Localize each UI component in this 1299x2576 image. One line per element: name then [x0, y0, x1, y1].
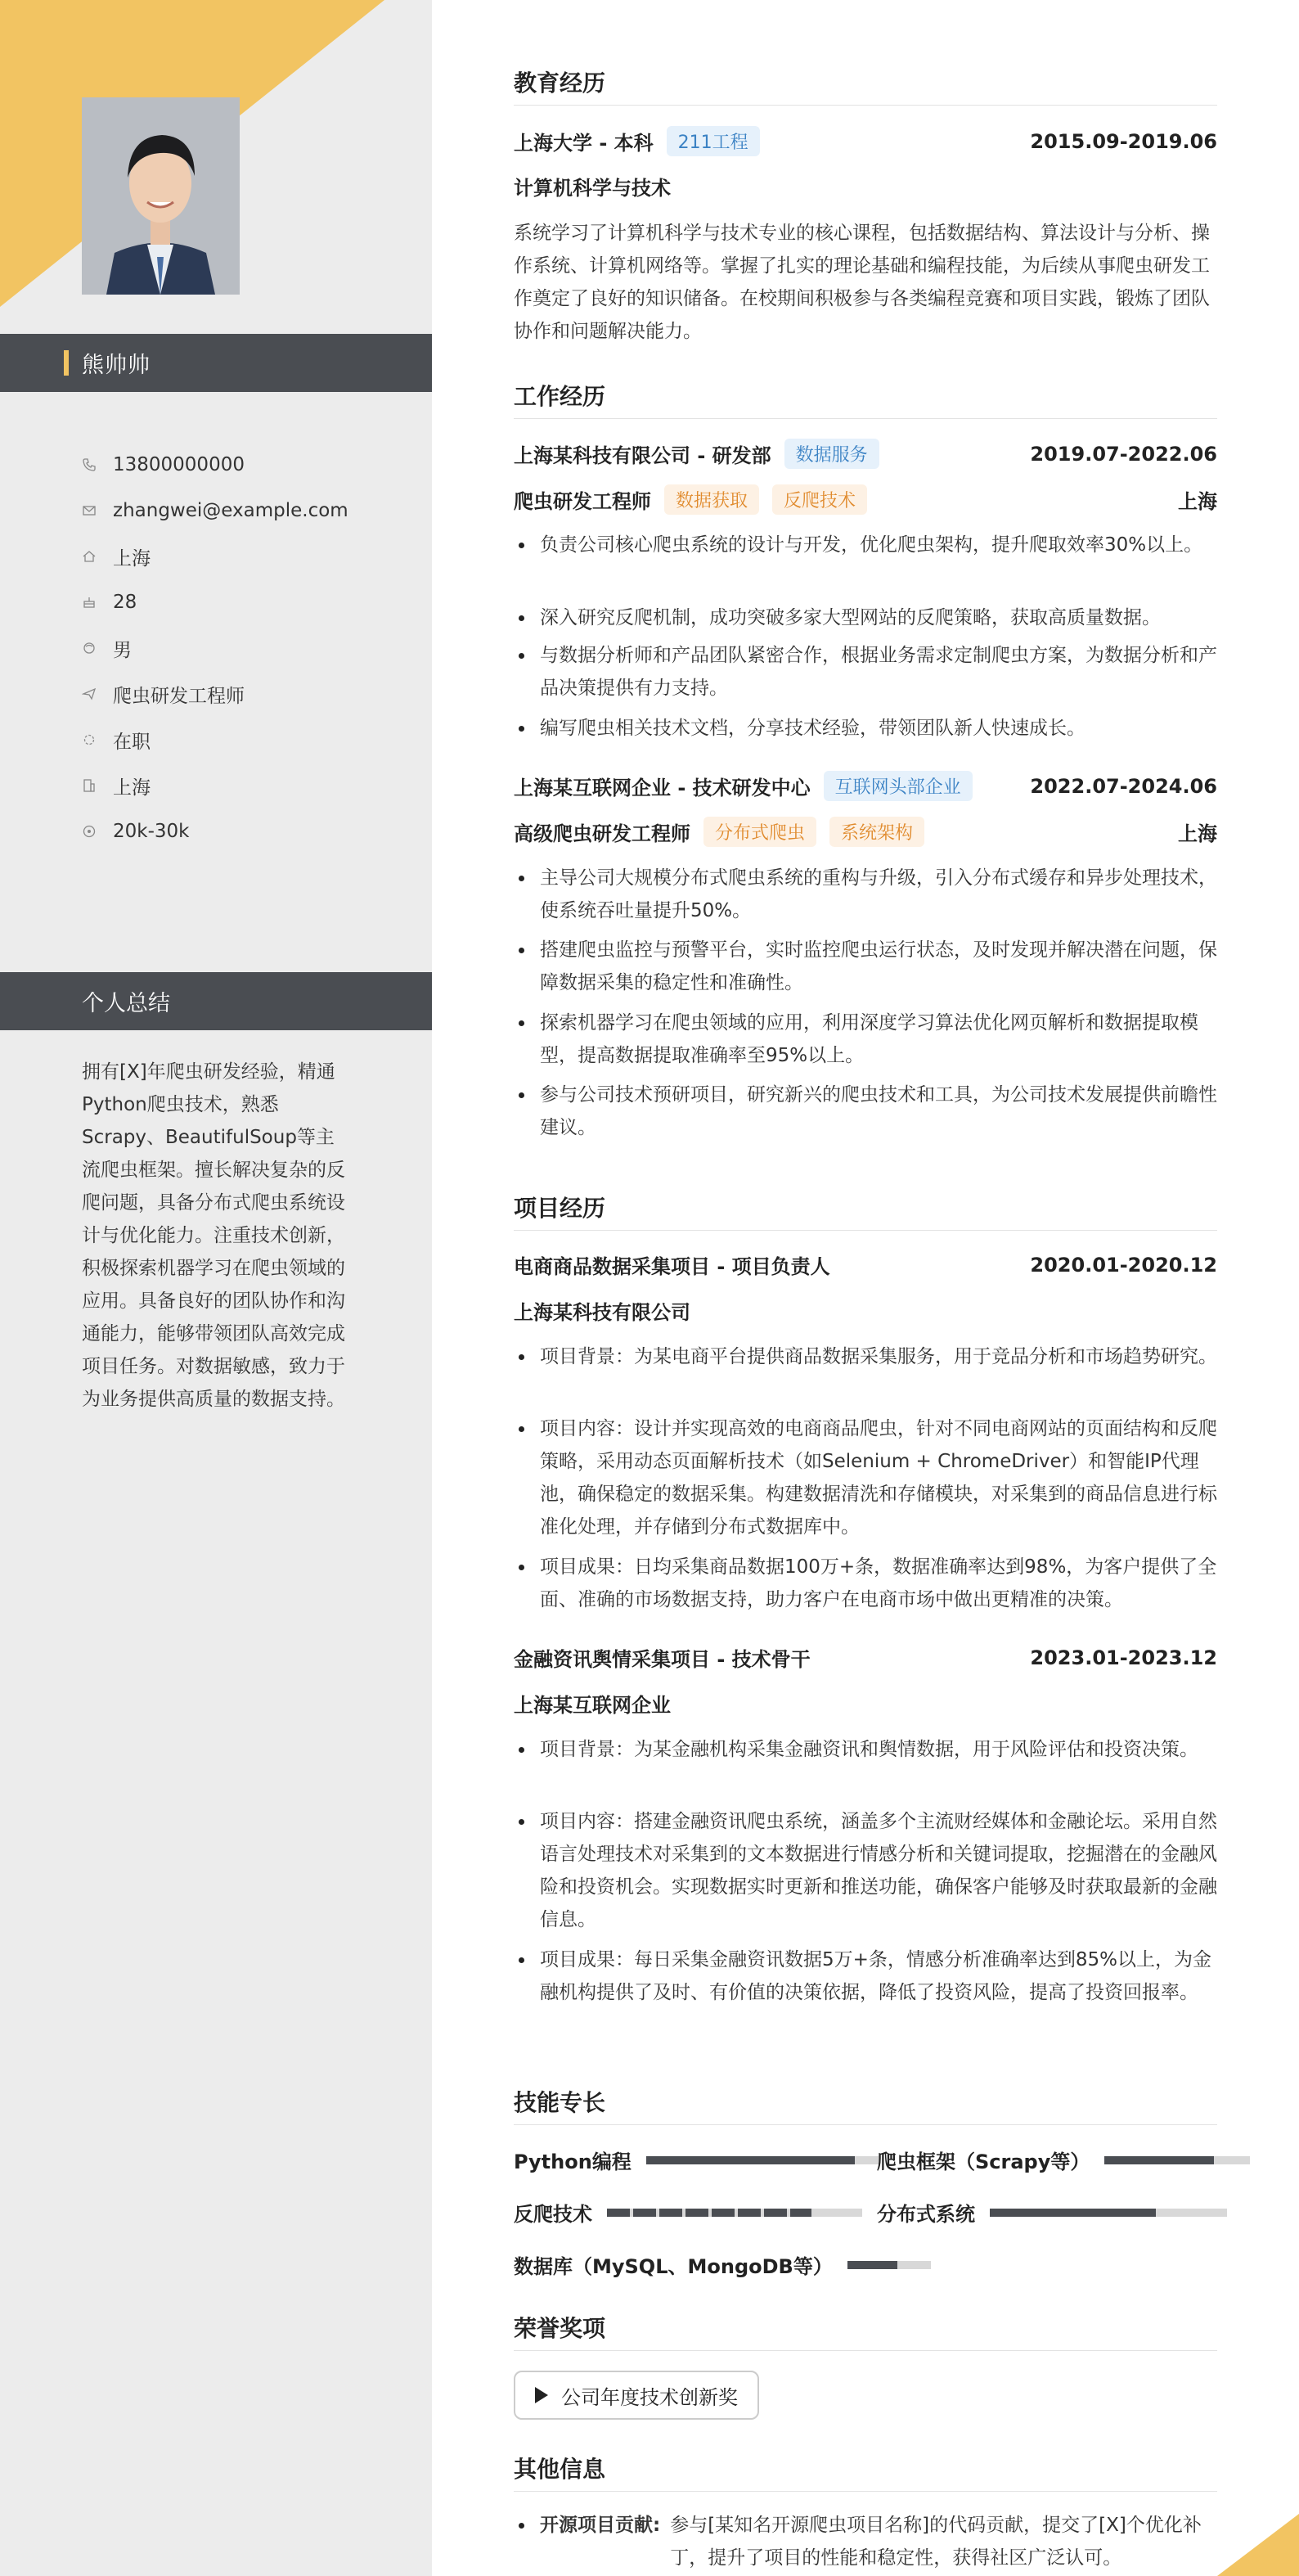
project-1-name: 电商商品数据采集项目 - 项目负责人	[514, 1255, 830, 1278]
contact-item	[82, 671, 425, 717]
list-item: 编写爬虫相关技术文档，分享技术经验，带领团队新人快速成长。	[514, 712, 1217, 745]
summary-title: 个人总结	[82, 991, 170, 1016]
work-title: 工作经历	[514, 379, 1217, 419]
award-chip	[514, 2371, 759, 2420]
list-item: 参与公司技术预研项目，研究新兴的爬虫技术和工具，为公司技术发展提供前瞻性建议。	[514, 1079, 1217, 1144]
skill-database	[514, 2250, 931, 2279]
education-desc: 系统学习了计算机科学与技术专业的核心课程，包括数据结构、算法设计与分析、操作系统、计算机网络等。掌握了扎实的理论基础和编程技能，为后续从事爬虫研发工作奠定了良好的知识储备。在校期间积极参与各类编程竞赛和项目实践，锻炼了团队协作和问题解决能力。	[514, 223, 1210, 342]
money-icon	[82, 824, 97, 839]
phone-icon	[82, 457, 97, 472]
summary-banner	[0, 972, 432, 1030]
job-1-date: 2019.07-2022.06	[1030, 442, 1217, 466]
other-title: 其他信息	[514, 2452, 1217, 2492]
honors-title: 荣誉奖项	[514, 2311, 1217, 2351]
projects-title: 项目经历	[514, 1191, 1217, 1231]
sidebar	[0, 0, 432, 2576]
cake-icon	[82, 595, 97, 610]
other-text: 参与[某知名开源爬虫项目名称]的代码贡献，提交了[X]个优化补丁，提升了项目的性能和稳定性，获得社区广泛认可。	[670, 2515, 1202, 2569]
skill-python-fill	[646, 2156, 856, 2164]
skill-anticrawl-label: 反爬技术	[514, 2203, 592, 2226]
contact-item	[82, 442, 425, 488]
project-1-org: 上海某科技有限公司	[514, 1301, 690, 1324]
major-name: 计算机科学与技术	[514, 177, 671, 200]
list-item: 主导公司大规模分布式爬虫系统的重构与升级，引入分布式缓存和异步处理技术，使系统吞吐量提升50%。	[514, 862, 1217, 927]
job-2-tag: 互联网头部企业	[824, 771, 973, 801]
skill-database-label: 数据库（MySQL、MongoDB等）	[514, 2255, 833, 2278]
contact-text: 上海	[113, 547, 151, 570]
skill-framework	[877, 2146, 1250, 2174]
project-1-header	[514, 1250, 1217, 1279]
education-date: 2015.09-2019.06	[1030, 129, 1217, 153]
list-item: 项目成果：每日采集金融资讯数据5万+条，情感分析准确率达到85%以上，为金融机构提供了及时、有价值的决策依据，降低了投资风险，提高了投资回报率。	[514, 1943, 1217, 2009]
status-icon	[82, 732, 97, 747]
contact-item	[82, 579, 425, 625]
skill-distributed	[877, 2198, 1227, 2227]
building-icon	[82, 778, 97, 793]
skill-distributed-fill	[990, 2209, 1156, 2217]
project-2-name: 金融资讯舆情采集项目 - 技术骨干	[514, 1648, 811, 1671]
job-2-company: 上海某互联网企业 - 技术研发中心	[514, 777, 811, 799]
school-name: 上海大学 - 本科	[514, 132, 654, 155]
job-2-role: 高级爬虫研发工程师	[514, 822, 690, 845]
list-item: 负责公司核心爬虫系统的设计与开发，优化爬虫架构，提升爬取效率30%以上。	[514, 529, 1217, 561]
contact-item	[82, 625, 425, 671]
list-item: 项目背景：为某电商平台提供商品数据采集服务，用于竞品分析和市场趋势研究。	[514, 1340, 1217, 1373]
contact-item	[82, 808, 425, 854]
education-title: 教育经历	[514, 65, 1217, 106]
contact-text: 在职	[113, 731, 151, 753]
skill-distributed-bar	[990, 2209, 1227, 2217]
skill-framework-bar	[1104, 2156, 1250, 2164]
summary-text: 拥有[X]年爬虫研发经验，精通Python爬虫技术，熟悉Scrapy、BeautifulSoup等主流爬虫框架。擅长解决复杂的反爬问题，具备分布式爬虫系统设计与优化能力。注重技术创新，积极探索机器学习在爬虫领域的应用。具备良好的团队协作和沟通能力，能够带领团队高效完成项目任务。对数据敏感，致力于为业务提供高质量的数据支持。	[82, 1061, 345, 1410]
gender-icon	[82, 641, 97, 655]
contact-list	[82, 442, 425, 854]
job-1-tag: 数据服务	[784, 439, 879, 469]
skill-anticrawl-fill	[607, 2209, 811, 2217]
skill-anticrawl	[514, 2198, 862, 2227]
job-2-city: 上海	[1178, 822, 1217, 845]
list-item: 搭建爬虫监控与预警平台，实时监控爬虫运行状态，及时发现并解决潜在问题，保障数据采集的稳定性和准确性。	[514, 934, 1217, 999]
contact-item	[82, 717, 425, 763]
project-1-date: 2020.01-2020.12	[1030, 1253, 1217, 1277]
contact-item	[82, 763, 425, 808]
job-2-header	[514, 771, 1217, 801]
list-item: 项目内容：设计并实现高效的电商商品爬虫，针对不同电商网站的页面结构和反爬策略，采用动态页面解析技术（如Selenium + ChromeDriver）和智能IP代理池，确保稳定的数据采集。构建数据清洗和存储模块，对采集到的商品信息进行标准化处理，并存储到分布式数据库中。	[514, 1412, 1217, 1543]
project-2-header	[514, 1643, 1217, 1672]
decorative-corner-bottom	[1217, 2514, 1299, 2576]
list-item: 深入研究反爬机制，成功突破多家大型网站的反爬策略，获取高质量数据。	[514, 601, 1217, 634]
contact-text: zhangwei@example.com	[113, 500, 348, 521]
skill-python	[514, 2146, 879, 2174]
home-icon	[82, 549, 97, 564]
person-name: 熊帅帅	[82, 353, 151, 378]
contact-text: 28	[113, 592, 137, 613]
project-2-org-row	[514, 1689, 1217, 1718]
list-item	[514, 2509, 1217, 2574]
job-2-role-row	[514, 817, 1217, 847]
project-1-org-row	[514, 1296, 1217, 1325]
job-2-role-tag-2: 系统架构	[829, 817, 924, 847]
list-item: 项目背景：为某金融机构采集金融资讯和舆情数据，用于风险评估和投资决策。	[514, 1733, 1217, 1766]
skill-distributed-label: 分布式系统	[877, 2203, 975, 2226]
job-2-role-tag-1: 分布式爬虫	[703, 817, 816, 847]
name-accent-mark	[64, 350, 69, 376]
skill-framework-label: 爬虫框架（Scrapy等）	[877, 2150, 1090, 2173]
play-icon	[535, 2387, 548, 2403]
list-item: 与数据分析师和产品团队紧密合作，根据业务需求定制爬虫方案，为数据分析和产品决策提供有力支持。	[514, 639, 1217, 705]
school-tag: 211工程	[667, 126, 760, 156]
major-row	[514, 172, 1217, 200]
mail-icon	[82, 503, 97, 518]
job-1-role: 爬虫研发工程师	[514, 490, 651, 513]
contact-text: 爬虫研发工程师	[113, 685, 245, 707]
skill-python-bar	[646, 2156, 879, 2164]
send-icon	[82, 687, 97, 701]
skills-title: 技能专长	[514, 2085, 1217, 2125]
project-2-date: 2023.01-2023.12	[1030, 1646, 1217, 1669]
job-1-role-row	[514, 484, 1217, 515]
avatar	[82, 97, 240, 295]
list-item: 项目成果：日均采集商品数据100万+条，数据准确率达到98%，为客户提供了全面、准确的市场数据支持，助力客户在电商市场中做出更精准的决策。	[514, 1551, 1217, 1616]
job-1-company: 上海某科技有限公司 - 研发部	[514, 444, 771, 467]
skill-database-fill	[847, 2261, 897, 2269]
list-item: 探索机器学习在爬虫领域的应用，利用深度学习算法优化网页解析和数据提取模型，提高数据提取准确率至95%以上。	[514, 1007, 1217, 1072]
contact-text: 男	[113, 639, 132, 661]
list-item: 项目内容：搭建金融资讯爬虫系统，涵盖多个主流财经媒体和金融论坛。采用自然语言处理技术对采集到的文本数据进行情感分析和关键词提取，挖掘潜在的金融风险和投资机会。实现数据实时更新和推送功能，确保客户能够及时获取最新的金融信息。	[514, 1805, 1217, 1936]
other-label: 开源项目贡献:	[540, 2515, 661, 2536]
job-1-header	[514, 439, 1217, 469]
job-1-city: 上海	[1178, 490, 1217, 513]
job-1-role-tag-2: 反爬技术	[772, 484, 867, 515]
contact-text: 20k-30k	[113, 821, 190, 842]
name-banner	[0, 334, 432, 392]
job-1-role-tag-1: 数据获取	[664, 484, 759, 515]
skill-framework-fill	[1104, 2156, 1214, 2164]
contact-text: 上海	[113, 777, 151, 799]
skill-python-label: Python编程	[514, 2150, 632, 2173]
contact-text: 13800000000	[113, 454, 245, 475]
education-header	[514, 126, 1217, 156]
contact-item	[82, 488, 425, 534]
skill-database-bar	[847, 2261, 931, 2269]
project-2-org: 上海某互联网企业	[514, 1694, 671, 1717]
job-2-date: 2022.07-2024.06	[1030, 774, 1217, 798]
award-text: 公司年度技术创新奖	[561, 2385, 738, 2409]
contact-item	[82, 534, 425, 579]
skill-anticrawl-bar	[607, 2209, 862, 2217]
